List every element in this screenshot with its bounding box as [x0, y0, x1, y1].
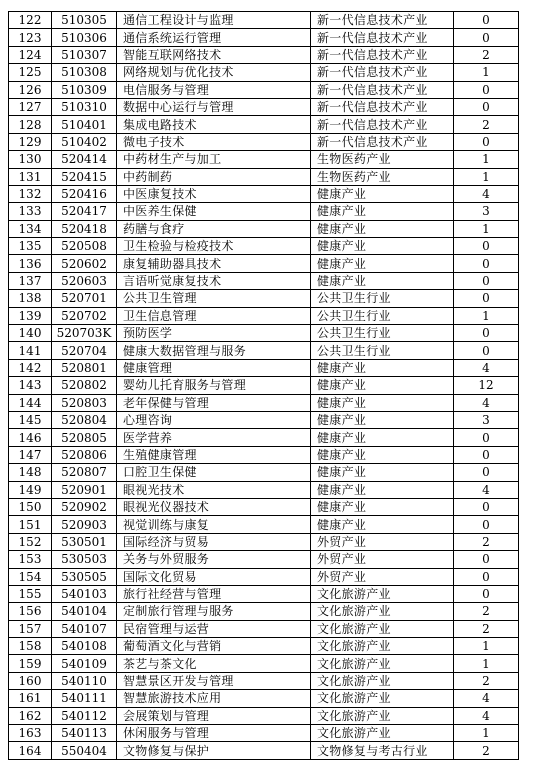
major-code-cell: 520602: [52, 255, 117, 272]
count-cell: 2: [454, 116, 519, 133]
industry-cell: 文化旅游产业: [311, 655, 454, 672]
table-row: [9, 725, 519, 742]
count-cell: 1: [454, 64, 519, 81]
industry-cell: 健康产业: [311, 429, 454, 446]
row-number-cell: 133: [9, 203, 52, 220]
count-cell: 0: [454, 29, 519, 46]
row-number-cell: 158: [9, 638, 52, 655]
table-row: [9, 272, 519, 289]
major-code-cell: 530501: [52, 533, 117, 550]
count-cell: 2: [454, 46, 519, 63]
row-number-cell: 145: [9, 411, 52, 428]
major-name-cell: 数据中心运行与管理: [117, 98, 311, 115]
count-cell: 0: [454, 290, 519, 307]
row-number-cell: 128: [9, 116, 52, 133]
table-row: [9, 672, 519, 689]
industry-cell: 健康产业: [311, 446, 454, 463]
count-cell: 3: [454, 411, 519, 428]
major-name-cell: 卫生信息管理: [117, 307, 311, 324]
industry-cell: 健康产业: [311, 516, 454, 533]
row-number-cell: 131: [9, 168, 52, 185]
row-number-cell: 129: [9, 133, 52, 150]
table-row: [9, 255, 519, 272]
row-number-cell: 126: [9, 81, 52, 98]
count-cell: 0: [454, 12, 519, 29]
table-row: [9, 133, 519, 150]
row-number-cell: 140: [9, 325, 52, 342]
major-name-cell: 文物修复与保护: [117, 742, 311, 759]
major-code-cell: 520805: [52, 429, 117, 446]
row-number-cell: 125: [9, 64, 52, 81]
row-number-cell: 123: [9, 29, 52, 46]
major-name-cell: 智慧旅游技术应用: [117, 690, 311, 707]
count-cell: 4: [454, 185, 519, 202]
table-row: [9, 464, 519, 481]
major-name-cell: 健康管理: [117, 359, 311, 376]
industry-cell: 新一代信息技术产业: [311, 116, 454, 133]
count-cell: 1: [454, 220, 519, 237]
count-cell: 12: [454, 377, 519, 394]
major-name-cell: 卫生检验与检疫技术: [117, 238, 311, 255]
major-name-cell: 微电子技术: [117, 133, 311, 150]
major-code-cell: 540109: [52, 655, 117, 672]
major-name-cell: 中药材生产与加工: [117, 151, 311, 168]
row-number-cell: 132: [9, 185, 52, 202]
count-cell: 1: [454, 168, 519, 185]
major-name-cell: 民宿管理与运营: [117, 620, 311, 637]
table-row: [9, 307, 519, 324]
major-name-cell: 茶艺与茶文化: [117, 655, 311, 672]
table-row: [9, 238, 519, 255]
table-row: [9, 12, 519, 29]
major-name-cell: 预防医学: [117, 325, 311, 342]
count-cell: 4: [454, 690, 519, 707]
industry-cell: 健康产业: [311, 203, 454, 220]
major-code-cell: 520417: [52, 203, 117, 220]
count-cell: 0: [454, 81, 519, 98]
count-cell: 1: [454, 151, 519, 168]
row-number-cell: 164: [9, 742, 52, 759]
table-row: [9, 498, 519, 515]
major-code-cell: 520803: [52, 394, 117, 411]
major-code-cell: 510401: [52, 116, 117, 133]
major-code-cell: 520801: [52, 359, 117, 376]
major-name-cell: 健康大数据管理与服务: [117, 342, 311, 359]
major-code-cell: 510305: [52, 12, 117, 29]
industry-cell: 文化旅游产业: [311, 672, 454, 689]
count-cell: 0: [454, 551, 519, 568]
major-name-cell: 言语听觉康复技术: [117, 272, 311, 289]
major-code-cell: 510307: [52, 46, 117, 63]
row-number-cell: 161: [9, 690, 52, 707]
industry-cell: 健康产业: [311, 377, 454, 394]
major-code-cell: 520804: [52, 411, 117, 428]
row-number-cell: 160: [9, 672, 52, 689]
industry-cell: 健康产业: [311, 498, 454, 515]
table-row: [9, 707, 519, 724]
count-cell: 0: [454, 255, 519, 272]
industry-cell: 新一代信息技术产业: [311, 81, 454, 98]
table-row: [9, 603, 519, 620]
row-number-cell: 142: [9, 359, 52, 376]
table-row: [9, 377, 519, 394]
table-row: [9, 29, 519, 46]
table-row: [9, 481, 519, 498]
industry-cell: 外贸产业: [311, 551, 454, 568]
major-code-cell: 510308: [52, 64, 117, 81]
industry-cell: 新一代信息技术产业: [311, 12, 454, 29]
row-number-cell: 143: [9, 377, 52, 394]
industry-cell: 公共卫生行业: [311, 290, 454, 307]
industry-cell: 公共卫生行业: [311, 342, 454, 359]
major-code-cell: 520807: [52, 464, 117, 481]
majors-table-body: [9, 12, 519, 760]
table-row: [9, 620, 519, 637]
count-cell: 1: [454, 638, 519, 655]
major-code-cell: 510309: [52, 81, 117, 98]
row-number-cell: 152: [9, 533, 52, 550]
row-number-cell: 155: [9, 585, 52, 602]
major-code-cell: 540113: [52, 725, 117, 742]
industry-cell: 健康产业: [311, 464, 454, 481]
count-cell: 0: [454, 568, 519, 585]
table-row: [9, 98, 519, 115]
count-cell: 1: [454, 655, 519, 672]
count-cell: 4: [454, 707, 519, 724]
row-number-cell: 151: [9, 516, 52, 533]
table-row: [9, 568, 519, 585]
count-cell: 0: [454, 464, 519, 481]
major-name-cell: 生殖健康管理: [117, 446, 311, 463]
major-name-cell: 通信系统运行管理: [117, 29, 311, 46]
major-code-cell: 510310: [52, 98, 117, 115]
major-name-cell: 智能互联网络技术: [117, 46, 311, 63]
major-code-cell: 520701: [52, 290, 117, 307]
major-code-cell: 540110: [52, 672, 117, 689]
industry-cell: 健康产业: [311, 272, 454, 289]
major-name-cell: 国际文化贸易: [117, 568, 311, 585]
major-code-cell: 550404: [52, 742, 117, 759]
count-cell: 0: [454, 98, 519, 115]
major-code-cell: 520703K: [52, 325, 117, 342]
count-cell: 0: [454, 446, 519, 463]
major-name-cell: 眼视光技术: [117, 481, 311, 498]
count-cell: 0: [454, 325, 519, 342]
table-row: [9, 325, 519, 342]
row-number-cell: 141: [9, 342, 52, 359]
major-name-cell: 国际经济与贸易: [117, 533, 311, 550]
major-code-cell: 510306: [52, 29, 117, 46]
industry-cell: 新一代信息技术产业: [311, 46, 454, 63]
count-cell: 4: [454, 481, 519, 498]
table-row: [9, 446, 519, 463]
major-code-cell: 520901: [52, 481, 117, 498]
industry-cell: 新一代信息技术产业: [311, 29, 454, 46]
row-number-cell: 144: [9, 394, 52, 411]
count-cell: 0: [454, 585, 519, 602]
industry-cell: 新一代信息技术产业: [311, 64, 454, 81]
industry-cell: 文化旅游产业: [311, 585, 454, 602]
majors-table-container: [8, 11, 518, 760]
table-row: [9, 429, 519, 446]
table-row: [9, 220, 519, 237]
major-name-cell: 通信工程设计与监理: [117, 12, 311, 29]
table-row: [9, 151, 519, 168]
major-name-cell: 休闲服务与管理: [117, 725, 311, 742]
row-number-cell: 138: [9, 290, 52, 307]
industry-cell: 健康产业: [311, 238, 454, 255]
count-cell: 2: [454, 672, 519, 689]
major-code-cell: 520902: [52, 498, 117, 515]
major-name-cell: 康复辅助器具技术: [117, 255, 311, 272]
table-row: [9, 116, 519, 133]
major-name-cell: 中医康复技术: [117, 185, 311, 202]
row-number-cell: 134: [9, 220, 52, 237]
table-row: [9, 533, 519, 550]
major-name-cell: 电信服务与管理: [117, 81, 311, 98]
count-cell: 1: [454, 307, 519, 324]
major-code-cell: 520418: [52, 220, 117, 237]
major-code-cell: 520802: [52, 377, 117, 394]
count-cell: 2: [454, 620, 519, 637]
industry-cell: 文化旅游产业: [311, 603, 454, 620]
row-number-cell: 156: [9, 603, 52, 620]
table-row: [9, 411, 519, 428]
row-number-cell: 127: [9, 98, 52, 115]
row-number-cell: 130: [9, 151, 52, 168]
row-number-cell: 137: [9, 272, 52, 289]
major-name-cell: 口腔卫生保健: [117, 464, 311, 481]
major-name-cell: 网络规划与优化技术: [117, 64, 311, 81]
table-row: [9, 551, 519, 568]
table-row: [9, 64, 519, 81]
major-code-cell: 520415: [52, 168, 117, 185]
row-number-cell: 163: [9, 725, 52, 742]
count-cell: 0: [454, 516, 519, 533]
major-name-cell: 旅行社经营与管理: [117, 585, 311, 602]
major-code-cell: 540104: [52, 603, 117, 620]
row-number-cell: 162: [9, 707, 52, 724]
table-row: [9, 742, 519, 759]
table-row: [9, 638, 519, 655]
row-number-cell: 148: [9, 464, 52, 481]
count-cell: 2: [454, 603, 519, 620]
industry-cell: 文化旅游产业: [311, 620, 454, 637]
table-row: [9, 655, 519, 672]
industry-cell: 健康产业: [311, 481, 454, 498]
table-row: [9, 690, 519, 707]
industry-cell: 生物医药产业: [311, 168, 454, 185]
row-number-cell: 147: [9, 446, 52, 463]
major-name-cell: 心理咨询: [117, 411, 311, 428]
major-code-cell: 540111: [52, 690, 117, 707]
count-cell: 0: [454, 272, 519, 289]
row-number-cell: 124: [9, 46, 52, 63]
row-number-cell: 135: [9, 238, 52, 255]
major-code-cell: 520702: [52, 307, 117, 324]
major-code-cell: 520508: [52, 238, 117, 255]
major-code-cell: 530505: [52, 568, 117, 585]
major-code-cell: 520806: [52, 446, 117, 463]
row-number-cell: 157: [9, 620, 52, 637]
count-cell: 0: [454, 342, 519, 359]
row-number-cell: 146: [9, 429, 52, 446]
count-cell: 0: [454, 498, 519, 515]
major-name-cell: 定制旅行管理与服务: [117, 603, 311, 620]
major-code-cell: 520704: [52, 342, 117, 359]
major-name-cell: 中医养生保健: [117, 203, 311, 220]
major-name-cell: 公共卫生管理: [117, 290, 311, 307]
industry-cell: 健康产业: [311, 359, 454, 376]
count-cell: 0: [454, 429, 519, 446]
industry-cell: 新一代信息技术产业: [311, 98, 454, 115]
table-row: [9, 203, 519, 220]
major-code-cell: 520903: [52, 516, 117, 533]
major-name-cell: 智慧景区开发与管理: [117, 672, 311, 689]
count-cell: 2: [454, 533, 519, 550]
major-name-cell: 集成电路技术: [117, 116, 311, 133]
major-name-cell: 视觉训练与康复: [117, 516, 311, 533]
row-number-cell: 159: [9, 655, 52, 672]
industry-cell: 健康产业: [311, 185, 454, 202]
industry-cell: 文化旅游产业: [311, 638, 454, 655]
count-cell: 0: [454, 238, 519, 255]
industry-cell: 文化旅游产业: [311, 725, 454, 742]
count-cell: 2: [454, 742, 519, 759]
major-name-cell: 老年保健与管理: [117, 394, 311, 411]
table-row: [9, 359, 519, 376]
industry-cell: 文物修复与考古行业: [311, 742, 454, 759]
table-row: [9, 168, 519, 185]
majors-table: [8, 11, 519, 760]
table-row: [9, 81, 519, 98]
row-number-cell: 150: [9, 498, 52, 515]
major-code-cell: 530503: [52, 551, 117, 568]
major-name-cell: 会展策划与管理: [117, 707, 311, 724]
table-row: [9, 585, 519, 602]
count-cell: 4: [454, 359, 519, 376]
table-row: [9, 342, 519, 359]
row-number-cell: 139: [9, 307, 52, 324]
table-row: [9, 46, 519, 63]
major-code-cell: 520416: [52, 185, 117, 202]
major-code-cell: 540108: [52, 638, 117, 655]
major-name-cell: 药膳与食疗: [117, 220, 311, 237]
table-row: [9, 516, 519, 533]
row-number-cell: 153: [9, 551, 52, 568]
major-name-cell: 医学营养: [117, 429, 311, 446]
row-number-cell: 136: [9, 255, 52, 272]
industry-cell: 健康产业: [311, 220, 454, 237]
major-name-cell: 葡萄酒文化与营销: [117, 638, 311, 655]
industry-cell: 健康产业: [311, 255, 454, 272]
table-row: [9, 394, 519, 411]
industry-cell: 生物医药产业: [311, 151, 454, 168]
major-code-cell: 540103: [52, 585, 117, 602]
count-cell: 3: [454, 203, 519, 220]
industry-cell: 健康产业: [311, 394, 454, 411]
industry-cell: 外贸产业: [311, 533, 454, 550]
table-row: [9, 290, 519, 307]
major-code-cell: 540107: [52, 620, 117, 637]
row-number-cell: 122: [9, 12, 52, 29]
industry-cell: 外贸产业: [311, 568, 454, 585]
major-code-cell: 540112: [52, 707, 117, 724]
count-cell: 4: [454, 394, 519, 411]
industry-cell: 新一代信息技术产业: [311, 133, 454, 150]
industry-cell: 健康产业: [311, 411, 454, 428]
major-code-cell: 520603: [52, 272, 117, 289]
industry-cell: 文化旅游产业: [311, 707, 454, 724]
major-name-cell: 关务与外贸服务: [117, 551, 311, 568]
major-code-cell: 520414: [52, 151, 117, 168]
row-number-cell: 154: [9, 568, 52, 585]
industry-cell: 公共卫生行业: [311, 307, 454, 324]
major-name-cell: 眼视光仪器技术: [117, 498, 311, 515]
industry-cell: 公共卫生行业: [311, 325, 454, 342]
major-name-cell: 中药制药: [117, 168, 311, 185]
table-row: [9, 185, 519, 202]
row-number-cell: 149: [9, 481, 52, 498]
major-name-cell: 婴幼儿托育服务与管理: [117, 377, 311, 394]
count-cell: 0: [454, 133, 519, 150]
industry-cell: 文化旅游产业: [311, 690, 454, 707]
major-code-cell: 510402: [52, 133, 117, 150]
count-cell: 1: [454, 725, 519, 742]
